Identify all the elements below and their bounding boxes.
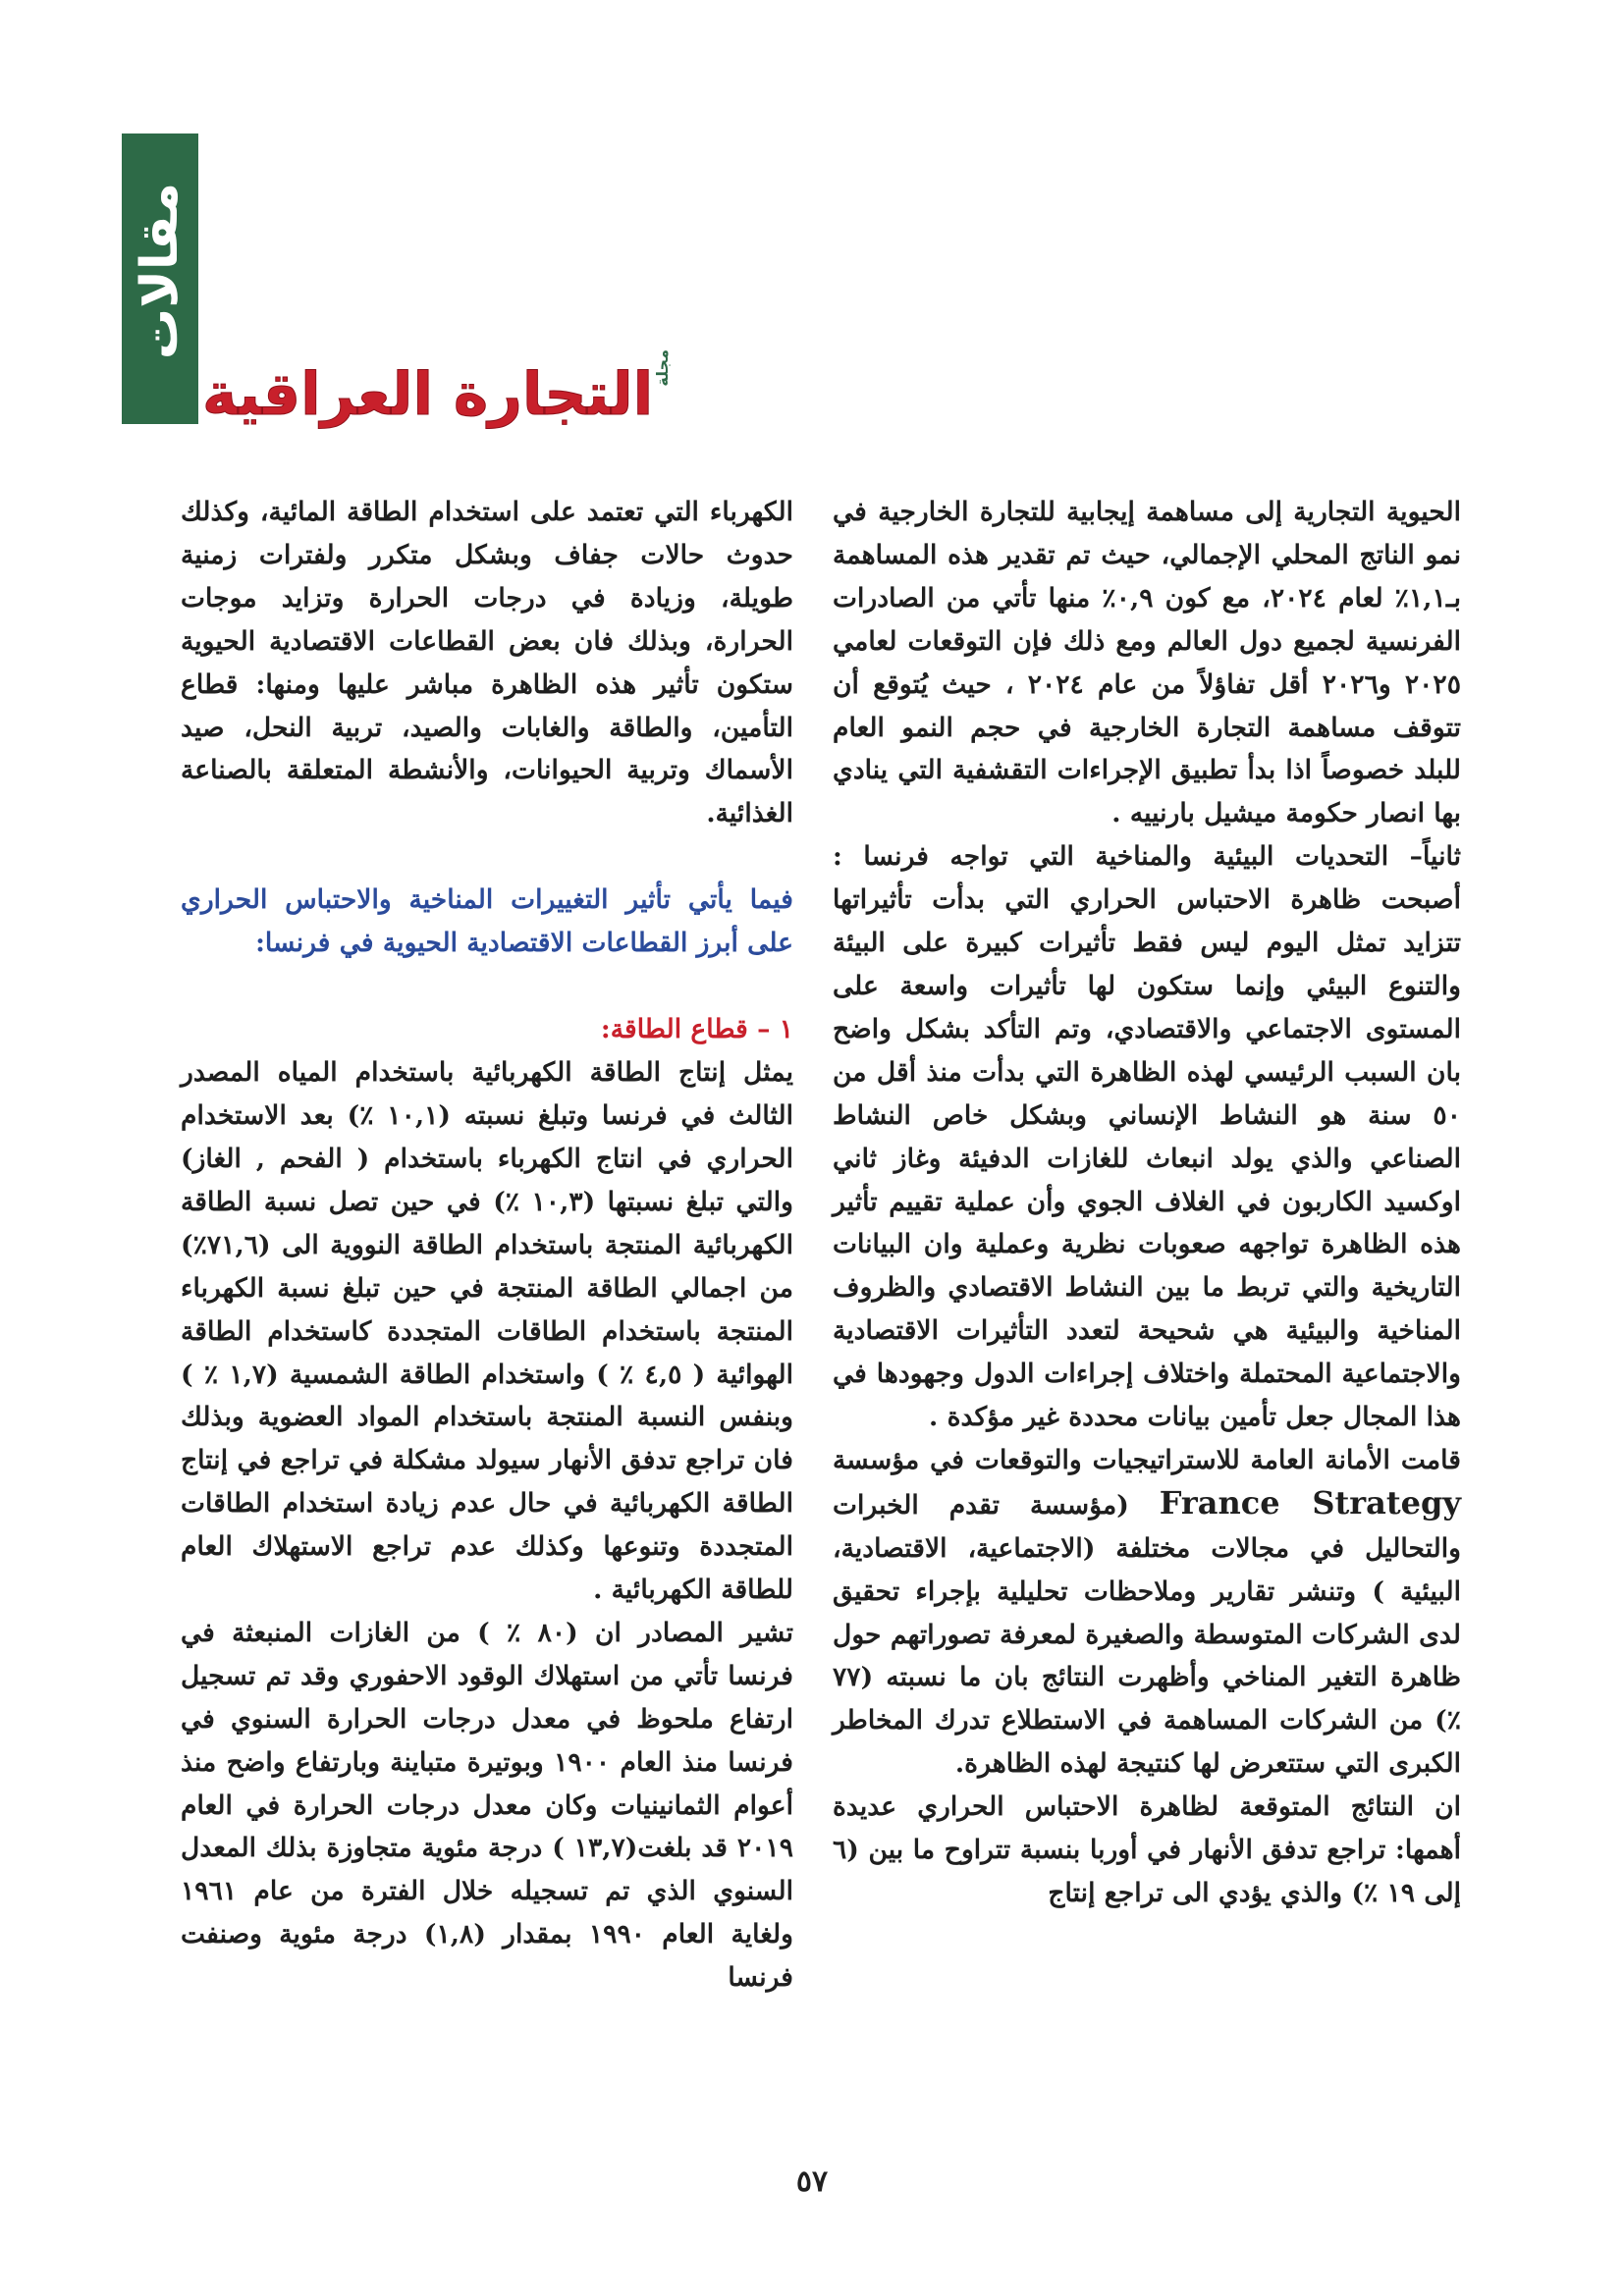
sector-heading <box>181 1008 793 1051</box>
paragraph: تشير المصادر ان (٨٠ ٪ ) من الغازات المنبعثة في فرنسا تأتي من استهلاك الوقود الاحفوري وقد تم تسجيل ارتفاع ملحوظ في معدل درجات الحرارة السنوي في فرنسا منذ العام ١٩٠٠ وبوتيرة متباينة وبارتفاع واضح منذ أعوام الثمانينيات وكان معدل درجات الحرارة في العام ٢٠١٩ قد بلغت(١٣,٧ ) درجة مئوية متجاوزة بذلك المعدل السنوي الذي تم تسجيله خلال الفترة من عام ١٩٦١ ولغاية العام ١٩٩٠ بمقدار (١,٨) درجة مئوية وصنفت فرنسا <box>181 1617 793 1994</box>
sector-label: قطاع الطاقة: <box>600 1014 748 1045</box>
page-number: ٥٧ <box>795 2164 829 2199</box>
section-tag <box>122 133 198 424</box>
magazine-word: مجلة <box>653 349 673 387</box>
paragraph: الحيوية التجارية إلى مساهمة إيجابية للتجارة الخارجية في نمو الناتج المحلي الإجمالي، حيث تم تقدير هذه المساهمة بـ١,١٪ لعام ٢٠٢٤، مع كون ٠,٩٪ منها تأتي من الصادرات الفرنسية لجميع دول العالم ومع ذلك فإن التوقعات لعامي ٢٠٢٥ و٢٠٢٦ أقل تفاؤلاً من عام ٢٠٢٤ ، حيث يُتوقع أن تتوقف مساهمة التجارة الخارجية في حجم النمو العام للبلد خصوصاً اذا بدأ تطبيق الإجراءات التقشفية التي ينادي بها انصار حكومة ميشيل بارنييه . <box>833 497 1462 829</box>
paragraph: يمثل إنتاج الطاقة الكهربائية باستخدام المياه المصدر الثالث في فرنسا وتبلغ نسبته (١٠,١ ٪) بعد الاستخدام الحراري في انتاج الكهرباء باستخدام ( الفحم , الغاز) والتي تبلغ نسبتها (١٠,٣ ٪) في حين تصل نسبة الطاقة الكهربائية المنتجة باستخدام الطاقة النووية الى (٧١,٦٪) من اجمالي الطاقة المنتجة في حين تبلغ نسبة الكهرباء المنتجة باستخدام الطاقات المتجددة كاستخدام الطاقة الهوائية ( ٤,٥ ٪ ) واستخدام الطاقة الشمسية (١,٧ ٪ ) وبنفس النسبة المنتجة باستخدام المواد العضوية وبذلك فان تراجع تدفق الأنهار سيولد مشكلة في تراجع في إنتاج الطاقة الكهربائية في حال عدم زيادة استخدام الطاقات المتجددة وتنوعها وكذلك عدم تراجع الاستهلاك العام للطاقة الكهربائية . <box>181 1057 793 1606</box>
section-label: مقالات <box>131 182 189 360</box>
organization-name: France Strategy <box>1159 1483 1462 1522</box>
paragraph-text: قامت الأمانة العامة للاستراتيجيات والتوقعات في مؤسسة <box>833 1444 1461 1475</box>
spacer <box>181 835 793 879</box>
sector-number: ١ – <box>757 1014 793 1045</box>
spacer <box>181 965 793 1008</box>
paragraph: الكهرباء التي تعتمد على استخدام الطاقة المائية، وكذلك حدوث حالات جفاف وبشكل متكرر ولفترات زمنية طويلة، وزيادة في درجات الحرارة وتزايد موجات الحرارة، وبذلك فان بعض القطاعات الاقتصادية الحيوية ستكون تأثير هذه الظاهرة مباشر عليها ومنها: قطاع التأمين، والطاقة والغابات والصيد، تربية النحل، صيد الأسماك وتربية الحيوانات، والأنشطة المتعلقة بالصناعة الغذائية. <box>181 497 793 829</box>
left-column <box>181 491 793 2000</box>
right-column <box>833 491 1461 1915</box>
magazine-title: التجارة العراقية <box>202 360 654 429</box>
paragraph <box>833 1439 1461 1786</box>
paragraph: ثانياً– التحديات البيئية والمناخية التي تواجه فرنسا : أصبحت ظاهرة الاحتباس الحراري التي بدأت تأثيراتها تتزايد تمثل اليوم ليس فقط تأثيرات كبيرة على البيئة والتنوع البيئي وإنما ستكون لها تأثيرات واسعة على المستوى الاجتماعي والاقتصادي، وتم التأكد بشكل واضح بان السبب الرئيسي لهذه الظاهرة التي بدأت منذ أقل من ٥٠ سنة هو النشاط الإنساني وبشكل خاص النشاط الصناعي والذي يولد انبعاث للغازات الدفيئة وغاز ثاني اوكسيد الكاربون في الغلاف الجوي وأن عملية تقييم تأثير هذه الظاهرة تواجهه صعوبات نظرية وعملية وان البيانات التاريخية والتي تربط ما بين النشاط الاقتصادي والظروف المناخية والبيئية هي شحيحة لتعدد التأثيرات الاقتصادية والاجتماعية المحتملة واختلاف إجراءات الدول وجهودها في هذا المجال جعل تأمين بيانات محددة غير مؤكدة . <box>833 841 1461 1433</box>
section-subheading: فيما يأتي تأثير التغييرات المناخية والاحتباس الحراري على أبرز القطاعات الاقتصادية الحيوية في فرنسا: <box>181 884 793 959</box>
magazine-logo <box>202 334 676 429</box>
paragraph: ان النتائج المتوقعة لظاهرة الاحتباس الحراري عديدة أهمها: تراجع تدفق الأنهار في أوربا بنسبة تتراوح ما بين (٦ إلى ١٩ ٪) والذي يؤدي الى تراجع إنتاج <box>833 1791 1461 1908</box>
paragraph-text: (مؤسسة تقدم الخبرات والتحاليل في مجالات مختلفة (الاجتماعية، الاقتصادية، البيئية ) وتنشر تقارير وملاحظات تحليلية بإجراء تحقيق لدى الشركات المتوسطة والصغيرة لمعرفة تصوراتهم حول ظاهرة التغير المناخي وأظهرت النتائج بان ما نسبته (٧٧ ٪) من الشركات المساهمة في الاستطلاع تدرك المخاطر الكبرى التي ستتعرض لها كنتيجة لهذه الظاهرة. <box>833 1489 1461 1780</box>
